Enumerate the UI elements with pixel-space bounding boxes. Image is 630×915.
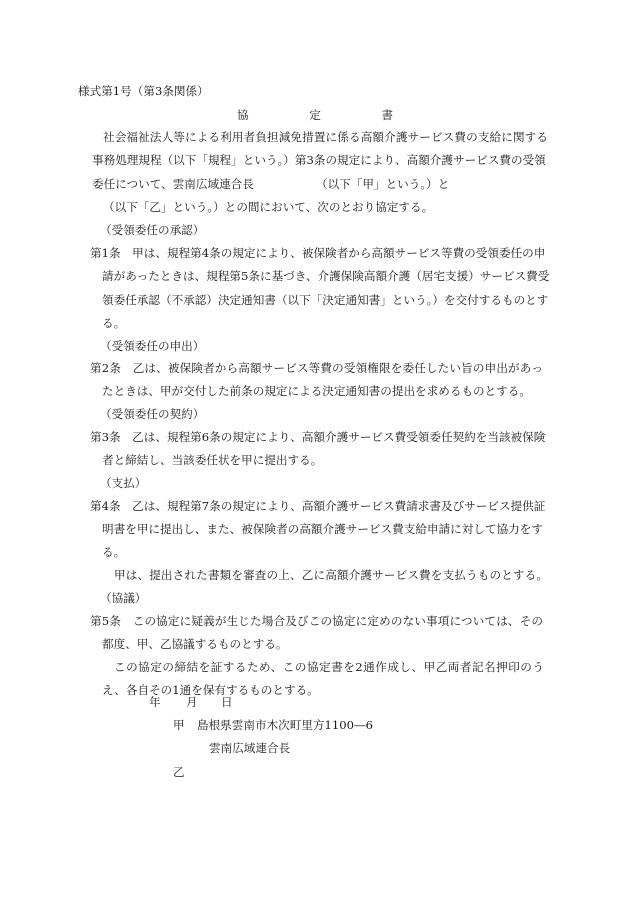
party-a-address: 島根県雲南市木次町里方1100―6 xyxy=(197,718,374,732)
article-heading: （支払） xyxy=(100,476,147,490)
article-line: 甲は、提出された書類を審査の上、乙に高額介護サービス費を支払うものとする。 xyxy=(114,568,548,582)
article-heading: （受領委任の申出） xyxy=(100,339,205,353)
article-line: 第1条 甲は、規程第4条の規定により、被保険者から高額サービス等費の受領委任の申 xyxy=(90,246,546,260)
intro-line: 社会福祉法人等による利用者負担減免措置に係る高額介護サービス費の支給に関する xyxy=(103,130,548,144)
article-line: 領委任承認（不承認）決定通知書（以下「決定通知書」という。）を交付するものとす xyxy=(102,293,549,307)
closing-line: この協定の締結を証するため、この協定書を2通作成し、甲乙両者記名押印のう xyxy=(114,660,544,674)
article-line: 第5条 この協定に疑義が生じた場合及びこの協定に定めのない事項については、その xyxy=(90,614,543,628)
party-b-mark: 乙 xyxy=(173,765,185,779)
intro-line: （以下「甲」という。）と xyxy=(316,177,450,191)
article-line: 請があったときは、規程第5条に基づき、介護保険高額介護（居宅支援）サービス費受 xyxy=(102,269,550,283)
party-a-name: 雲南広域連合長 xyxy=(209,741,291,755)
article-heading: （協議） xyxy=(100,591,147,605)
article-heading: （受領委任の承認） xyxy=(100,223,205,237)
intro-line: 事務処理規程（以下「規程」という。）第3条の規定により、高額介護サービス費の受領 xyxy=(92,153,546,167)
article-line: 明書を甲に提出し、また、被保険者の高額介護サービス費支給申請に対して協力をす xyxy=(102,522,543,536)
title-char-3: 書 xyxy=(381,108,393,122)
article-heading: （受領委任の契約） xyxy=(100,407,205,421)
date-day-label: 日 xyxy=(221,695,233,709)
page-title xyxy=(237,108,393,122)
intro-line: （以下「乙」という。）との間において、次のとおり協定する。 xyxy=(103,200,434,214)
date-year-label: 年 xyxy=(149,695,161,709)
article-line: 者と締結し、当該委任状を甲に提出する。 xyxy=(102,453,323,467)
date-month-label: 月 xyxy=(186,695,198,709)
article-line: る。 xyxy=(102,316,126,330)
article-line: たときは、甲が交付した前条の規定による決定通知書の提出を求めるものとする。 xyxy=(102,384,531,398)
intro-line: 委任について、雲南広域連合長 xyxy=(92,177,254,191)
closing-line: え、各自その1通を保有するものとする。 xyxy=(102,683,319,697)
party-a-mark: 甲 xyxy=(173,718,185,732)
article-line: 第4条 乙は、規程第7条の規定により、高額介護サービス費請求書及びサービス提供証 xyxy=(90,499,546,513)
article-line: る。 xyxy=(102,545,126,559)
article-line: 第3条 乙は、規程第6条の規定により、高額介護サービス費受領委任契約を当該被保険 xyxy=(90,430,546,444)
title-char-1: 協 xyxy=(237,108,249,122)
article-line: 都度、甲、乙協議するものとする。 xyxy=(102,637,288,651)
form-label: 様式第1号（第3条関係） xyxy=(78,84,209,98)
title-char-2: 定 xyxy=(309,108,321,122)
article-line: 第2条 乙は、被保険者から高額サービス等費の受領権限を委任したい旨の申出があっ xyxy=(90,361,543,375)
